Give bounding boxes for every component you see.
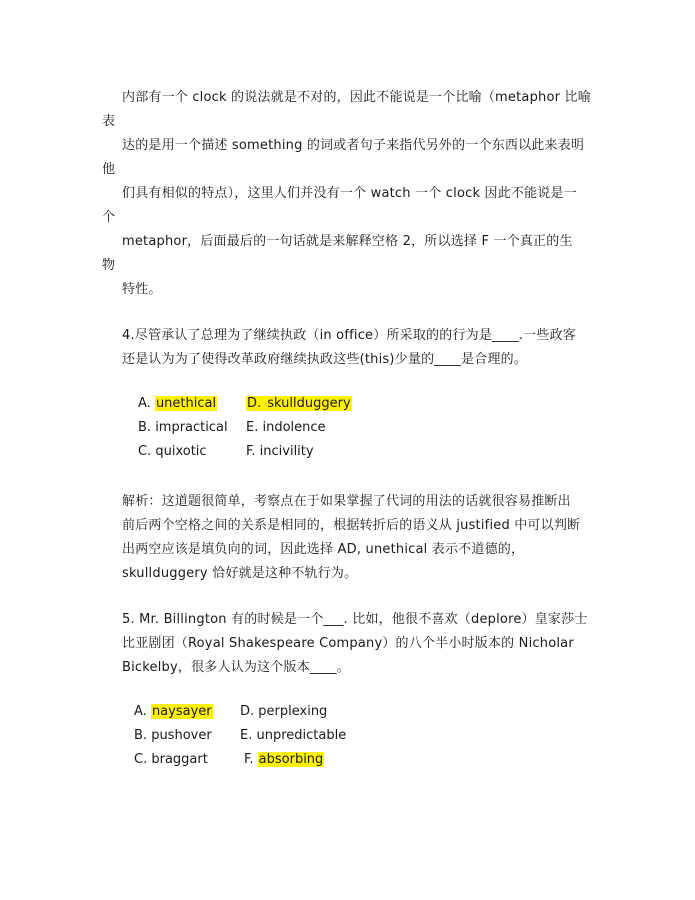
option-text: incivility bbox=[259, 444, 314, 459]
option-text: braggart bbox=[151, 752, 208, 767]
question-text: 还是认为为了使得改革政府继续执政这些(this)少量的____是合理的。 bbox=[122, 352, 528, 367]
option-d bbox=[246, 396, 352, 411]
option-e bbox=[246, 420, 326, 435]
option-letter: D. bbox=[247, 396, 266, 411]
text-line: 物 bbox=[102, 258, 116, 273]
question-text: 比亚剧团（Royal Shakespeare Company）的八个半小时版本的 Nicholar bbox=[122, 636, 574, 651]
option-e bbox=[240, 728, 346, 743]
question-text: Bickelby，很多人认为这个版本____。 bbox=[122, 660, 350, 675]
text-line: 出两空应该是填负向的词，因此选择 AD, unethical 表示不道德的， bbox=[122, 542, 525, 557]
option-letter: F. bbox=[246, 444, 260, 459]
option-b bbox=[134, 728, 212, 743]
question-text: 5. Mr. Billington 有的时候是一个___. 比如，他很不喜欢（deplore）皇家莎士 bbox=[122, 612, 588, 627]
option-a bbox=[138, 396, 217, 411]
option-letter: C. bbox=[138, 444, 156, 459]
option-letter: D. bbox=[240, 704, 259, 719]
question-text: 4.尽管承认了总理为了继续执政（in office）所采取的的行为是____.一些政客 bbox=[122, 328, 576, 343]
option-answer-highlighted: skullduggery bbox=[267, 396, 351, 411]
option-text: perplexing bbox=[258, 704, 328, 719]
option-answer-highlighted: absorbing bbox=[258, 752, 324, 767]
option-text: quixotic bbox=[155, 444, 207, 459]
option-c bbox=[134, 752, 208, 767]
option-text: unpredictable bbox=[256, 728, 347, 743]
option-letter: B. bbox=[134, 728, 152, 743]
text-line: 特性。 bbox=[122, 282, 162, 297]
option-text: indolence bbox=[262, 420, 326, 435]
option-letter: B. bbox=[138, 420, 156, 435]
option-text: impractical bbox=[155, 420, 228, 435]
text-line: 表 bbox=[102, 114, 116, 129]
option-letter: E. bbox=[246, 420, 263, 435]
text-line: 解析：这道题很简单，考察点在于如果掌握了代词的用法的话就很容易推断出 bbox=[122, 494, 571, 509]
option-a bbox=[134, 704, 213, 719]
text-line: 达的是用一个描述 something 的词或者句子来指代另外的一个东西以此来表明 bbox=[122, 138, 585, 153]
text-line: 个 bbox=[102, 210, 116, 225]
option-d bbox=[240, 704, 327, 719]
option-letter: F. bbox=[244, 752, 258, 767]
option-letter: A. bbox=[134, 704, 151, 719]
text-line: 们具有相似的特点），这里人们并没有一个 watch 一个 clock 因此不能说是一 bbox=[122, 186, 577, 201]
option-f bbox=[244, 752, 324, 767]
text-line: 前后两个空格之间的关系是相同的，根据转折后的语义从 justified 中可以判断 bbox=[122, 518, 581, 533]
option-answer-highlighted: unethical bbox=[155, 396, 217, 411]
option-answer-highlighted: naysayer bbox=[151, 704, 212, 719]
option-c bbox=[138, 444, 207, 459]
option-letter: E. bbox=[240, 728, 257, 743]
option-text: pushover bbox=[151, 728, 212, 743]
text-line: 内部有一个 clock 的说法就是不对的，因此不能说是一个比喻（metaphor 比喻 bbox=[122, 90, 591, 105]
option-letter: C. bbox=[134, 752, 152, 767]
text-line: metaphor，后面最后的一句话就是来解释空格 2，所以选择 F 一个真正的生 bbox=[122, 234, 573, 249]
option-f bbox=[246, 444, 314, 459]
text-line: 他 bbox=[102, 162, 116, 177]
option-b bbox=[138, 420, 228, 435]
option-letter: A. bbox=[138, 396, 155, 411]
text-line: skullduggery 恰好就是这种不轨行为。 bbox=[122, 566, 358, 581]
